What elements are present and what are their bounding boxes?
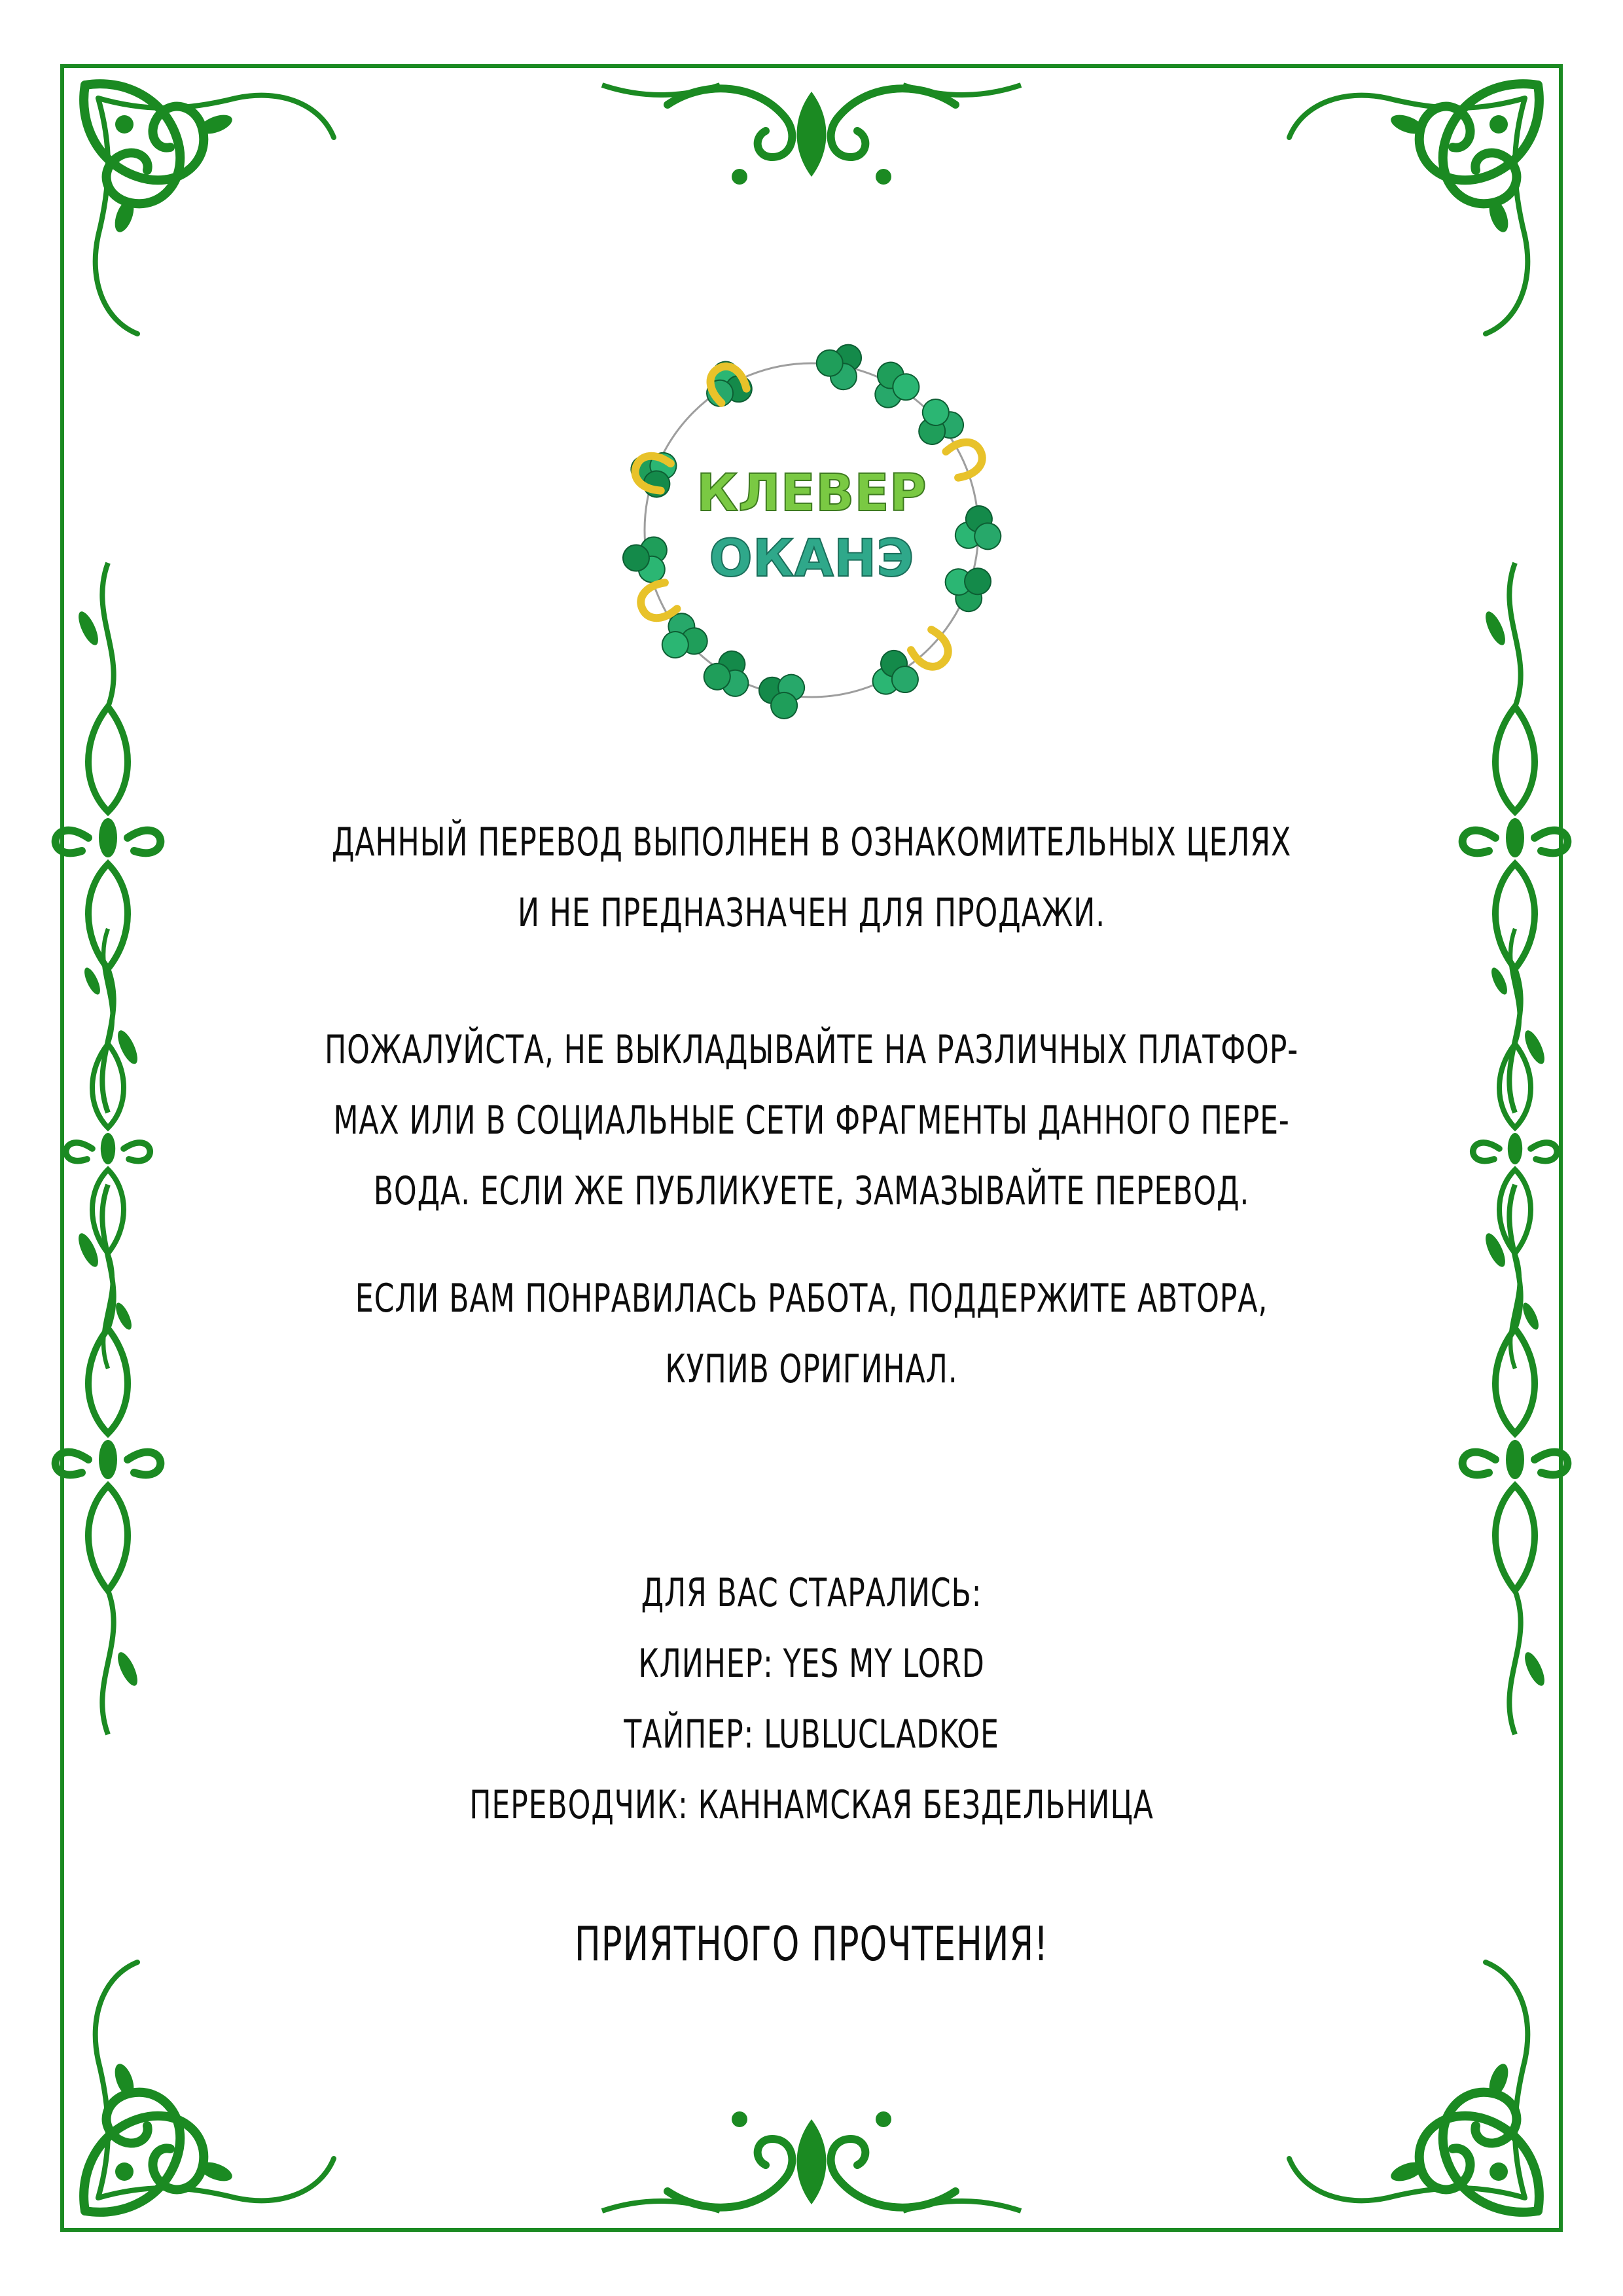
credits-block: [307, 1558, 1316, 1840]
closing-message: [307, 1911, 1316, 1977]
clover-okane-logo: [589, 308, 1034, 753]
support-line: КУПИВ ОРИГИНАЛ.: [665, 1346, 958, 1392]
clover-icon: [700, 644, 758, 700]
clover-icon: [945, 568, 992, 613]
clover-icon: [751, 664, 808, 723]
corner-ornament-top-right: [1289, 84, 1539, 334]
top-center-ornament: [602, 85, 1021, 185]
request-line: ВОДА. ЕСЛИ ЖЕ ПУБЛИКУЕТЕ, ЗАМАЗЫВАЙТЕ ПЕРЕВОД.: [373, 1168, 1250, 1214]
clover-icons: [618, 332, 1005, 723]
left-side-ornament: [56, 563, 161, 1734]
credit-typer: ТАЙПЕР: LUBLUCLADKOE: [624, 1712, 999, 1757]
clover-icon: [812, 332, 874, 395]
disclaimer-line: И НЕ ПРЕДНАЗНАЧЕН ДЛЯ ПРОДАЖИ.: [517, 890, 1106, 936]
right-side-ornament: [1463, 563, 1568, 1734]
corner-ornament-bottom-left: [84, 1962, 334, 2212]
credit-translator: ПЕРЕВОДЧИК: КАННАМСКАЯ БЕЗДЕЛЬНИЦА: [469, 1782, 1154, 1828]
disclaimer-line: ДАННЫЙ ПЕРЕВОД ВЫПОЛНЕН В ОЗНАКОМИТЕЛЬНЫХ ЦЕЛЯХ: [331, 819, 1292, 865]
bottom-center-ornament: [602, 2111, 1021, 2211]
disclaimer-paragraph: [307, 807, 1316, 948]
request-line: ПОЖАЛУЙСТА, НЕ ВЫКЛАДЫВАЙТЕ НА РАЗЛИЧНЫХ ПЛАТФОР-: [324, 1027, 1299, 1073]
logo-title-line1: КЛЕВЕР: [696, 464, 927, 523]
clover-icon: [863, 357, 925, 419]
horseshoe-icon: [945, 437, 987, 479]
credit-cleaner: КЛИНЕР: YES MY LORD: [638, 1641, 985, 1687]
closing-line: ПРИЯТНОГО ПРОЧТЕНИЯ!: [574, 1916, 1049, 1971]
corner-ornament-top-left: [84, 84, 334, 334]
logo-title-line2: ОКАНЭ: [709, 529, 914, 588]
horseshoe-icon: [910, 628, 955, 673]
support-paragraph: [307, 1263, 1316, 1405]
clover-icon: [618, 526, 680, 588]
support-line: ЕСЛИ ВАМ ПОНРАВИЛАСЬ РАБОТА, ПОДДЕРЖИТЕ АВТОРА,: [355, 1276, 1268, 1321]
horseshoe-icon: [635, 581, 677, 624]
request-paragraph: [307, 1014, 1316, 1227]
credits-heading: ДЛЯ ВАС СТАРАЛИСЬ:: [641, 1570, 982, 1616]
request-line: МАХ ИЛИ В СОЦИАЛЬНЫЕ СЕТИ ФРАГМЕНТЫ ДАННОГО ПЕРЕ-: [333, 1098, 1290, 1143]
corner-ornament-bottom-right: [1289, 1962, 1539, 2212]
